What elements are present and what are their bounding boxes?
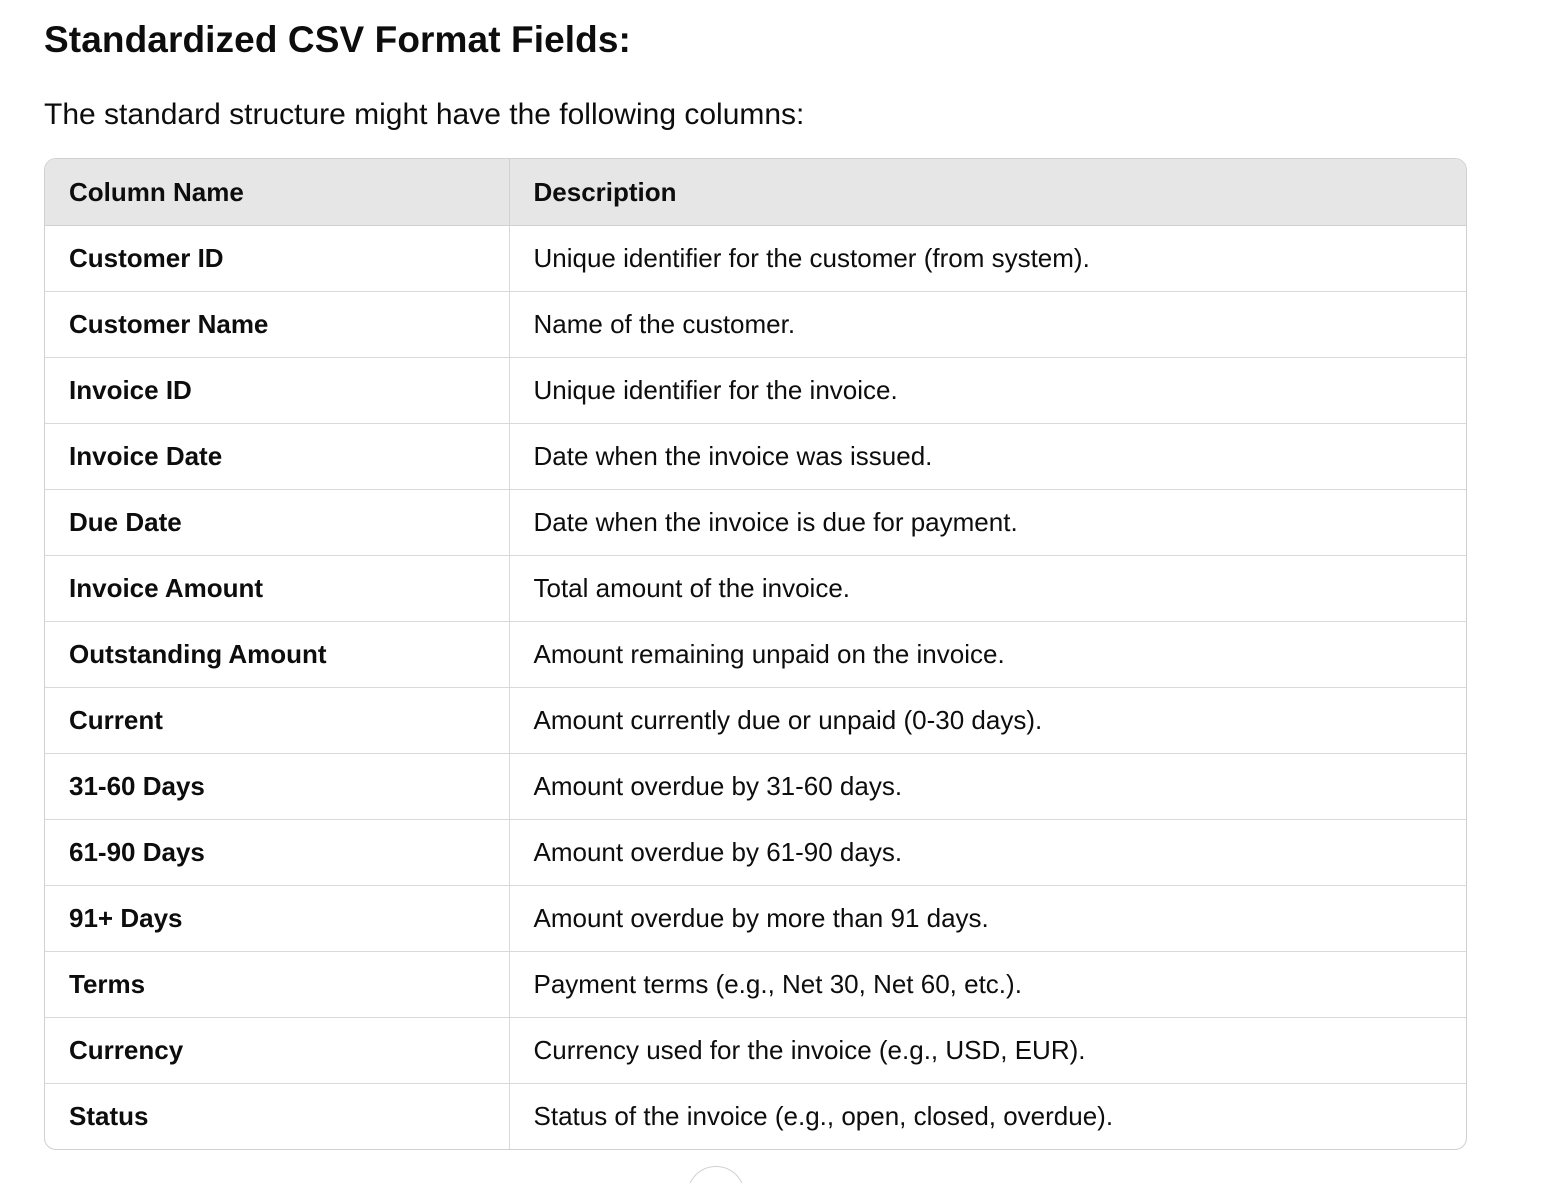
cell-description: Name of the customer. [509, 292, 1466, 358]
table-header [45, 159, 1466, 226]
cell-column-name: Outstanding Amount [45, 622, 509, 688]
table-row [45, 820, 1466, 886]
cell-column-name: Invoice ID [45, 358, 509, 424]
table-row [45, 886, 1466, 952]
intro-text: The standard structure might have the following columns: [44, 98, 805, 131]
cell-description: Date when the invoice is due for payment. [509, 490, 1466, 556]
cell-description: Date when the invoice was issued. [509, 424, 1466, 490]
table-row [45, 556, 1466, 622]
cell-description: Amount overdue by 61-90 days. [509, 820, 1466, 886]
cell-column-name: Currency [45, 1018, 509, 1084]
cell-column-name: Customer Name [45, 292, 509, 358]
cell-description: Unique identifier for the customer (from system). [509, 226, 1466, 292]
scroll-to-bottom-button[interactable] [687, 1166, 745, 1183]
table-row [45, 754, 1466, 820]
table-row [45, 1084, 1466, 1150]
section-title: Standardized CSV Format Fields: [44, 19, 631, 60]
table-row [45, 490, 1466, 556]
cell-column-name: Due Date [45, 490, 509, 556]
cell-column-name: 61-90 Days [45, 820, 509, 886]
cell-description: Status of the invoice (e.g., open, closed, overdue). [509, 1084, 1466, 1150]
cell-column-name: 91+ Days [45, 886, 509, 952]
cell-column-name: Invoice Amount [45, 556, 509, 622]
cell-column-name: Invoice Date [45, 424, 509, 490]
cell-description: Amount remaining unpaid on the invoice. [509, 622, 1466, 688]
cell-column-name: Customer ID [69, 243, 224, 273]
header-description: Description [509, 159, 1466, 226]
table-header-row [45, 159, 1466, 226]
table-row [45, 622, 1466, 688]
cell-description: Amount currently due or unpaid (0-30 days). [509, 688, 1466, 754]
table-row [45, 226, 1466, 292]
table-row [45, 688, 1466, 754]
cell-column-name: Current [45, 688, 509, 754]
cell-column-name: 31-60 Days [45, 754, 509, 820]
cell-description: Unique identifier for the invoice. [509, 358, 1466, 424]
table-body [45, 226, 1466, 1150]
table-row [45, 358, 1466, 424]
csv-fields-table [45, 159, 1466, 1149]
message-content [44, 0, 1467, 1131]
cell-description: Total amount of the invoice. [509, 556, 1466, 622]
table-row [45, 292, 1466, 358]
header-column-name: Column Name [45, 159, 509, 226]
cell-description: Currency used for the invoice (e.g., USD, EUR). [509, 1018, 1466, 1084]
cell-description: Payment terms (e.g., Net 30, Net 60, etc.). [509, 952, 1466, 1018]
cell-column-name: Terms [45, 952, 509, 1018]
cell-column-name: Status [45, 1084, 509, 1150]
cell-description: Amount overdue by 31-60 days. [509, 754, 1466, 820]
table-row [45, 952, 1466, 1018]
csv-fields-table-container [44, 158, 1467, 1150]
table-row [45, 1018, 1466, 1084]
table-row [45, 424, 1466, 490]
cell-description: Amount overdue by more than 91 days. [509, 886, 1466, 952]
